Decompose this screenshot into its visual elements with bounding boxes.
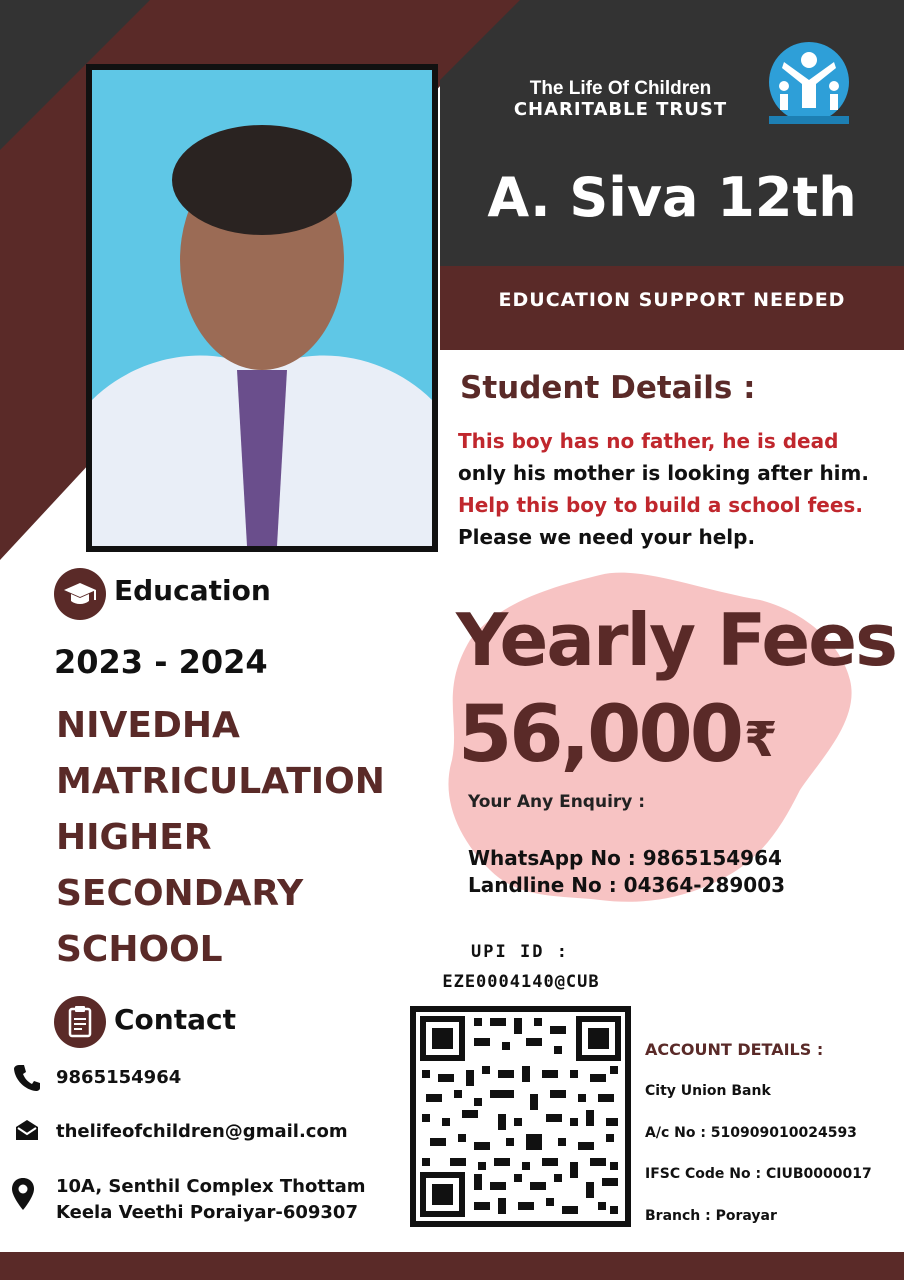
school-line: SCHOOL: [56, 929, 223, 970]
student-description: [458, 425, 878, 553]
yearly-fees-label: Yearly Fees: [456, 598, 896, 682]
address-line2: Keela Veethi Poraiyar-609307: [56, 1202, 358, 1223]
phone-icon: [12, 1062, 42, 1092]
contact-badge: [54, 996, 106, 1048]
contact-heading: Contact: [114, 1003, 236, 1036]
whatsapp-number[interactable]: WhatsApp No : 9865154964: [468, 846, 782, 870]
enquiry-title: Your Any Enquiry :: [468, 792, 646, 812]
education-badge: [54, 568, 106, 620]
desc-red-1: This boy has no father, he is dead: [458, 429, 839, 453]
school-line: NIVEDHA: [56, 705, 240, 746]
school-line: HIGHER: [56, 817, 212, 858]
education-heading: Education: [114, 574, 271, 607]
school-name: [56, 698, 406, 978]
contact-address: [56, 1174, 365, 1226]
bank-name: City Union Bank: [645, 1083, 771, 1099]
student-name: A. Siva 12th: [487, 166, 857, 229]
account-details-title: ACCOUNT DETAILS :: [645, 1040, 824, 1059]
mail-icon: [14, 1118, 40, 1142]
student-details-title: Student Details :: [460, 370, 756, 406]
school-line: MATRICULATION: [56, 761, 385, 802]
address-line1: 10A, Senthil Complex Thottam: [56, 1176, 366, 1197]
desc-text-2: only his mother is looking after him.: [458, 461, 869, 485]
clipboard-icon: [54, 996, 106, 1048]
location-pin-icon: [10, 1176, 36, 1212]
branch-name: Branch : Porayar: [645, 1208, 777, 1224]
student-photo: [86, 64, 438, 552]
school-line: SECONDARY: [56, 873, 304, 914]
graduation-cap-icon: [54, 568, 106, 620]
landline-number[interactable]: Landline No : 04364-289003: [468, 873, 786, 897]
contact-phone[interactable]: 9865154964: [56, 1067, 182, 1088]
desc-text-4: Please we need your help.: [458, 525, 756, 549]
desc-red-3: Help this boy to build a school fees.: [458, 493, 863, 517]
upi-label: UPI ID :: [471, 942, 569, 962]
org-name-line1: The Life Of Children: [529, 78, 712, 99]
contact-email[interactable]: thelifeofchildren@gmail.com: [56, 1121, 348, 1142]
charity-logo-icon: [764, 42, 854, 126]
upi-id[interactable]: EZE0004140@CUB: [442, 972, 600, 992]
rupee-symbol: ₹: [744, 712, 778, 768]
student-photo-image: [92, 70, 432, 546]
support-banner: EDUCATION SUPPORT NEEDED: [498, 289, 846, 311]
qr-code-icon[interactable]: [410, 1006, 631, 1227]
org-name-line2: CHARITABLE TRUST: [513, 99, 728, 120]
fees-amount: 56,000: [458, 690, 741, 780]
academic-years: 2023 - 2024: [54, 643, 268, 681]
account-number[interactable]: A/c No : 510909010024593: [645, 1125, 857, 1141]
ifsc-code[interactable]: IFSC Code No : CIUB0000017: [645, 1166, 872, 1182]
